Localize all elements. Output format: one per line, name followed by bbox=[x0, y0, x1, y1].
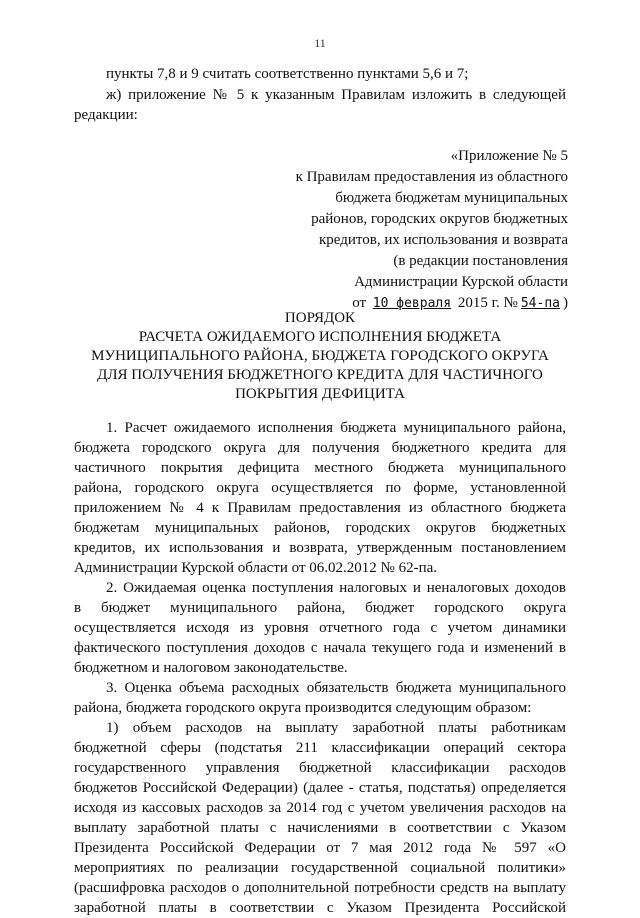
paragraph-4 bbox=[74, 718, 566, 918]
paragraph-line: государственного управления бюджетной классификации расходов bbox=[74, 760, 566, 776]
paragraph-line: выплату заработной платы с начислениями в соответствии с Указом bbox=[74, 820, 566, 836]
paragraph-line: бюджетной сферы (подстатья 211 классификации операций сектора bbox=[74, 740, 566, 756]
title-line-5: ПОКРЫТИЯ ДЕФИЦИТА bbox=[235, 386, 405, 402]
paragraph-line: фактического поступления доходов с начала текущего года и изменений в bbox=[74, 640, 566, 656]
paragraph-3 bbox=[74, 678, 566, 718]
intro-line-1: пункты 7,8 и 9 считать соответственно пунктами 5,6 и 7; bbox=[106, 66, 469, 82]
intro-line-3: редакции: bbox=[74, 107, 138, 123]
page-number: 11 bbox=[314, 36, 326, 50]
title-line-4: ДЛЯ ПОЛУЧЕНИЯ БЮДЖЕТНОГО КРЕДИТА ДЛЯ ЧАСТИЧНОГО bbox=[97, 367, 543, 383]
paragraph-line: бюджетам муниципальных районов, городских округов бюджетных bbox=[74, 520, 566, 536]
intro-line-2: ж) приложение № 5 к указанным Правилам изложить в следующей bbox=[106, 87, 566, 103]
appendix-year: 2015 г. № bbox=[457, 295, 518, 311]
appendix-line-3: бюджета бюджетам муниципальных bbox=[335, 190, 568, 206]
paragraph-line: района, городского округа осуществляется по форме, установленной bbox=[74, 480, 566, 496]
paragraph-line: 1. Расчет ожидаемого исполнения бюджета муниципального района, bbox=[106, 420, 566, 436]
paragraph-line: мероприятиях по реализации государственной социальной политики» bbox=[74, 860, 566, 876]
appendix-date-prefix: от bbox=[352, 295, 367, 311]
paragraph-line: 1) объем расходов на выплату заработной платы работникам bbox=[106, 720, 566, 736]
paragraph-line: бюджетном и налоговом законодательстве. bbox=[74, 660, 348, 676]
appendix-header bbox=[296, 146, 568, 314]
paragraph-line: кредитов, их использования и возврата, утвержденным постановлением bbox=[74, 540, 566, 556]
paragraph-line: приложением № 4 к Правилам предоставления из областного бюджета bbox=[74, 500, 566, 516]
paragraph-line: 3. Оценка объема расходных обязательств бюджета муниципального bbox=[106, 680, 566, 696]
paragraph-line: заработной платы в соответствии с Указом Президента Российской bbox=[74, 900, 566, 916]
document-title bbox=[0, 309, 640, 404]
title-line-3: МУНИЦИПАЛЬНОГО РАЙОНА, БЮДЖЕТА ГОРОДСКОГО ОКРУГА bbox=[91, 348, 549, 364]
appendix-date: 10 февраля bbox=[372, 296, 452, 311]
title-line-1: ПОРЯДОК bbox=[284, 310, 356, 326]
appendix-line-2: к Правилам предоставления из областного bbox=[295, 169, 568, 185]
paragraph-1 bbox=[74, 418, 566, 578]
paragraph-2 bbox=[74, 578, 566, 678]
paragraph-line: Президента Российской Федерации от 7 мая 2012 года № 597 «О bbox=[74, 840, 566, 856]
appendix-close-paren: ) bbox=[563, 295, 568, 311]
appendix-line-1: «Приложение № 5 bbox=[450, 148, 568, 164]
paragraph-line: частичного покрытия дефицита местного бюджета муниципального bbox=[74, 460, 566, 476]
paragraph-line: (расшифровка расходов о дополнительной потребности средств на выплату bbox=[74, 880, 566, 896]
title-line-2: РАСЧЕТА ОЖИДАЕМОГО ИСПОЛНЕНИЯ БЮДЖЕТА bbox=[138, 329, 502, 345]
appendix-line-4: районов, городских округов бюджетных bbox=[311, 211, 568, 227]
appendix-number: 54-па bbox=[520, 296, 560, 311]
paragraph-line: района, бюджета городского округа производится следующим образом: bbox=[74, 700, 532, 716]
appendix-line-6: (в редакции постановления bbox=[393, 253, 568, 269]
paragraph-line: Администрации Курской области от 06.02.2012 № 62-па. bbox=[74, 560, 438, 576]
paragraph-line: в бюджет муниципального района, бюджет городского округа bbox=[74, 600, 566, 616]
paragraph-line: бюджетов Российской Федерации) (далее - статья, подстатья) определяется bbox=[74, 780, 566, 796]
paragraph-line: осуществляется исходя из уровня отчетного года с учетом динамики bbox=[74, 620, 566, 636]
paragraph-line: исходя из кассовых расходов за 2014 год с учетом увеличения расходов на bbox=[74, 800, 566, 816]
appendix-line-7: Администрации Курской области bbox=[354, 274, 568, 290]
paragraph-line: бюджета городского округа для получения бюджетного кредита для bbox=[74, 440, 566, 456]
paragraph-line: 2. Ожидаемая оценка поступления налоговых и неналоговых доходов bbox=[106, 580, 566, 596]
appendix-line-5: кредитов, их использования и возврата bbox=[319, 232, 568, 248]
